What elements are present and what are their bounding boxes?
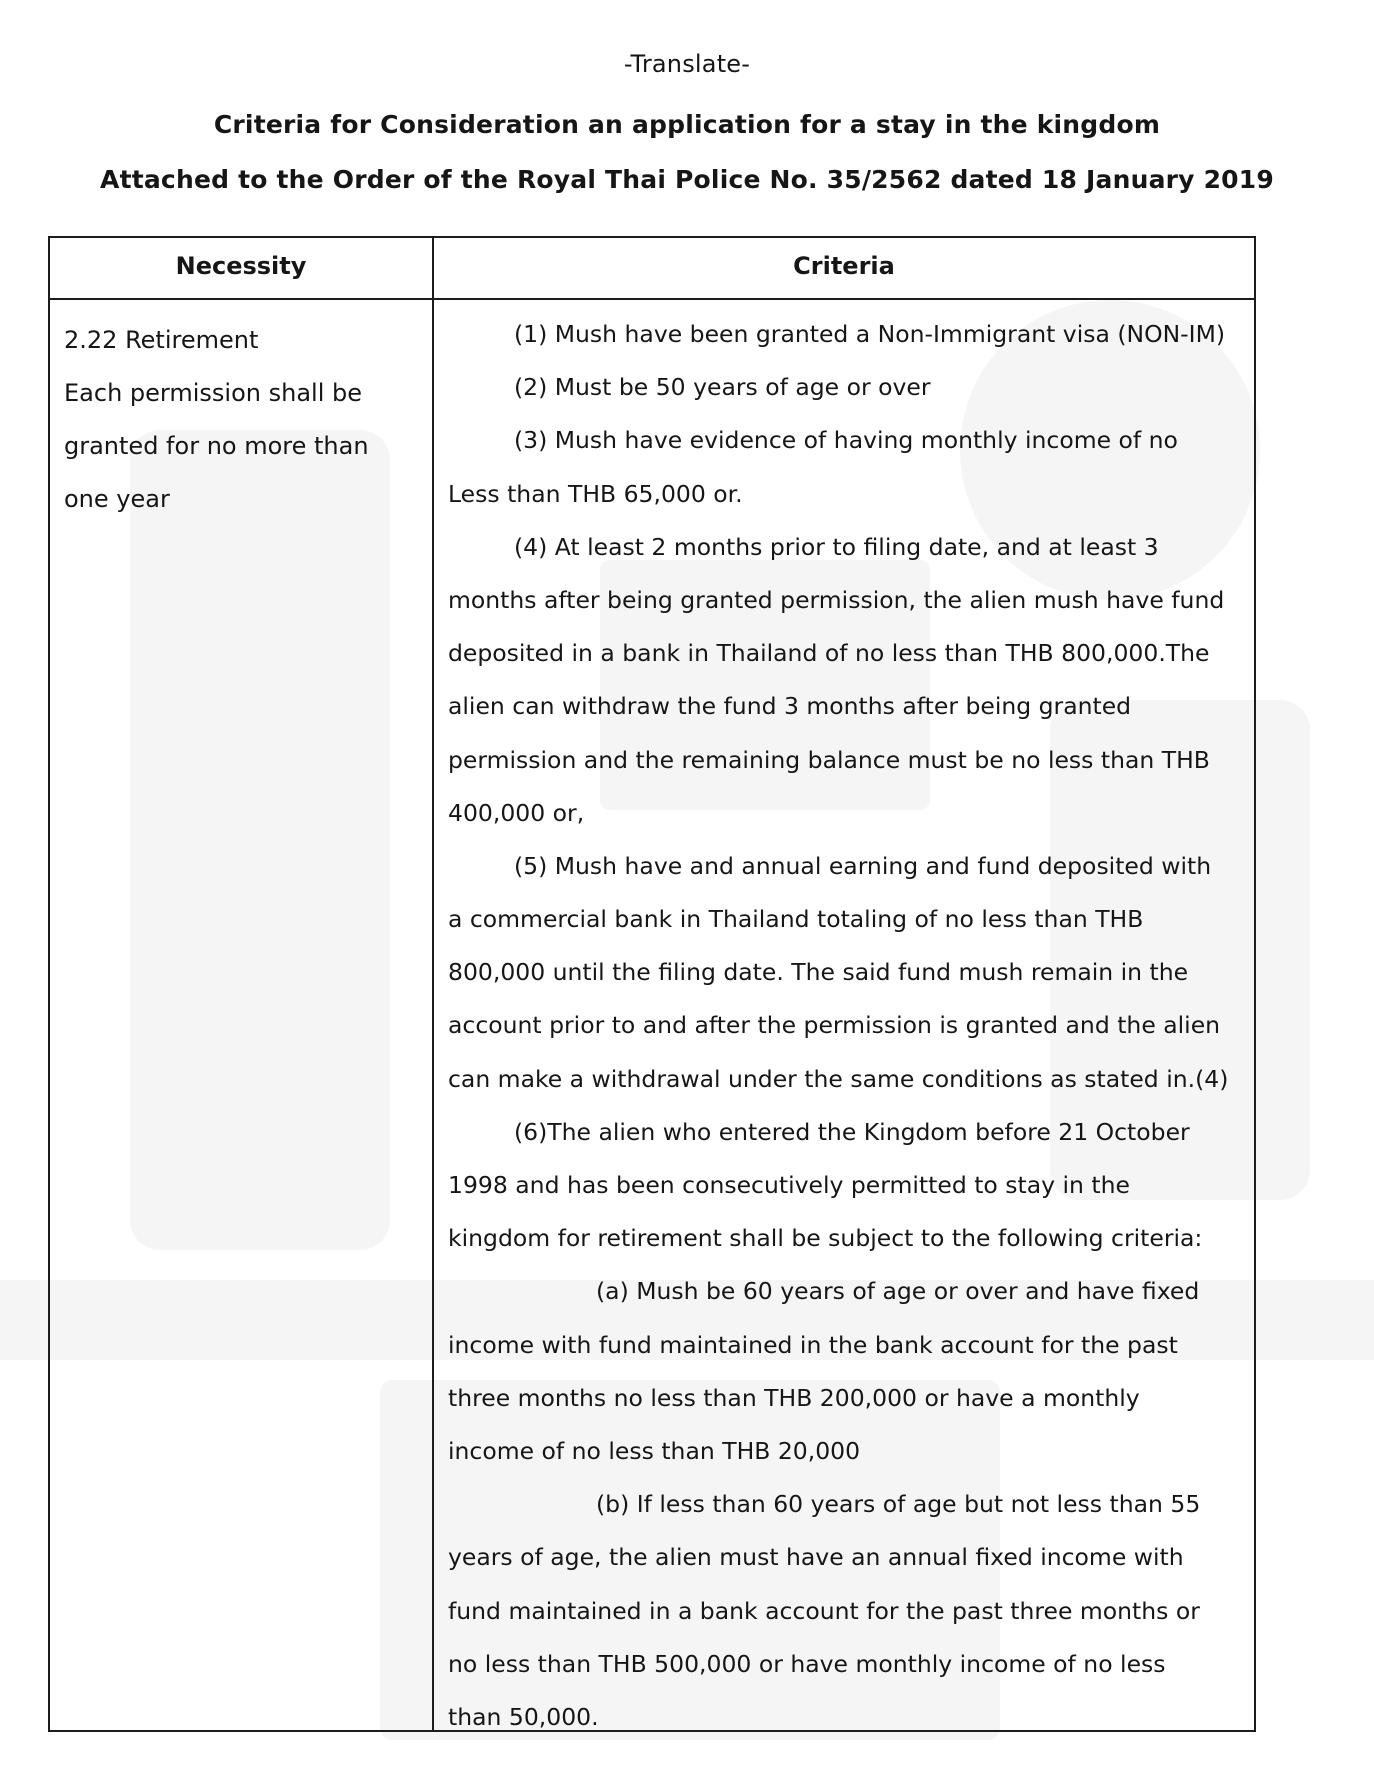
criteria-line: (b) If less than 60 years of age but not less than 55 <box>596 1490 1201 1519</box>
criteria-line: 800,000 until the filing date. The said fund mush remain in the <box>448 958 1189 987</box>
criteria-column-header: Criteria <box>793 252 895 280</box>
necessity-cell <box>64 314 424 526</box>
criteria-line: (a) Mush be 60 years of age or over and have fixed <box>596 1277 1200 1306</box>
criteria-line: 1998 and has been consecutively permitted to stay in the <box>448 1171 1130 1199</box>
criteria-line: income of no less than THB 20,000 <box>448 1436 861 1465</box>
criteria-line: kingdom for retirement shall be subject to the following criteria: <box>448 1224 1203 1253</box>
criteria-line: a commercial bank in Thailand totaling of no less than THB <box>448 905 1144 934</box>
criteria-table <box>48 236 1256 1732</box>
criteria-line: (6)The alien who entered the Kingdom before 21 October <box>514 1117 1190 1146</box>
necessity-column-header: Necessity <box>175 252 307 280</box>
criteria-line: fund maintained in a bank account for the past three months or <box>448 1596 1200 1625</box>
necessity-line: one year <box>64 485 170 513</box>
document-subtitle: Attached to the Order of the Royal Thai Police No. 35/2562 dated 18 January 2019 <box>100 165 1274 194</box>
criteria-line: (4) At least 2 months prior to filing date, and at least 3 <box>514 532 1159 561</box>
criteria-cell <box>448 308 1248 1744</box>
necessity-line: 2.22 Retirement <box>64 326 259 354</box>
criteria-line: no less than THB 500,000 or have monthly income of no less <box>448 1649 1166 1678</box>
criteria-line: deposited in a bank in Thailand of no less than THB 800,000.The <box>448 639 1210 668</box>
criteria-line: alien can withdraw the fund 3 months after being granted <box>448 692 1132 721</box>
criteria-line: Less than THB 65,000 or. <box>448 479 743 508</box>
criteria-line: income with fund maintained in the bank account for the past <box>448 1330 1178 1359</box>
header-row-divider <box>50 298 1254 300</box>
criteria-line: years of age, the alien must have an annual fixed income with <box>448 1543 1184 1572</box>
document-title: Criteria for Consideration an application for a stay in the kingdom <box>213 110 1161 139</box>
translate-label: -Translate- <box>623 50 751 78</box>
criteria-line: can make a withdrawal under the same conditions as stated in.(4) <box>448 1064 1229 1093</box>
criteria-line: (1) Mush have been granted a Non-Immigrant visa (NON-IM) <box>514 320 1226 348</box>
criteria-line: (2) Must be 50 years of age or over <box>514 373 931 402</box>
criteria-line: (5) Mush have and annual earning and fund deposited with <box>514 851 1212 880</box>
necessity-line: granted for no more than <box>64 432 369 460</box>
necessity-line: Each permission shall be <box>64 379 362 407</box>
criteria-line: permission and the remaining balance must be no less than THB <box>448 745 1210 774</box>
criteria-line: three months no less than THB 200,000 or have a monthly <box>448 1383 1140 1412</box>
criteria-line: months after being granted permission, the alien mush have fund <box>448 585 1225 614</box>
criteria-line: 400,000 or, <box>448 798 585 827</box>
column-divider <box>432 238 434 1730</box>
criteria-line: than 50,000. <box>448 1702 599 1731</box>
criteria-line: (3) Mush have evidence of having monthly income of no <box>514 426 1178 455</box>
criteria-line: account prior to and after the permission is granted and the alien <box>448 1011 1221 1040</box>
